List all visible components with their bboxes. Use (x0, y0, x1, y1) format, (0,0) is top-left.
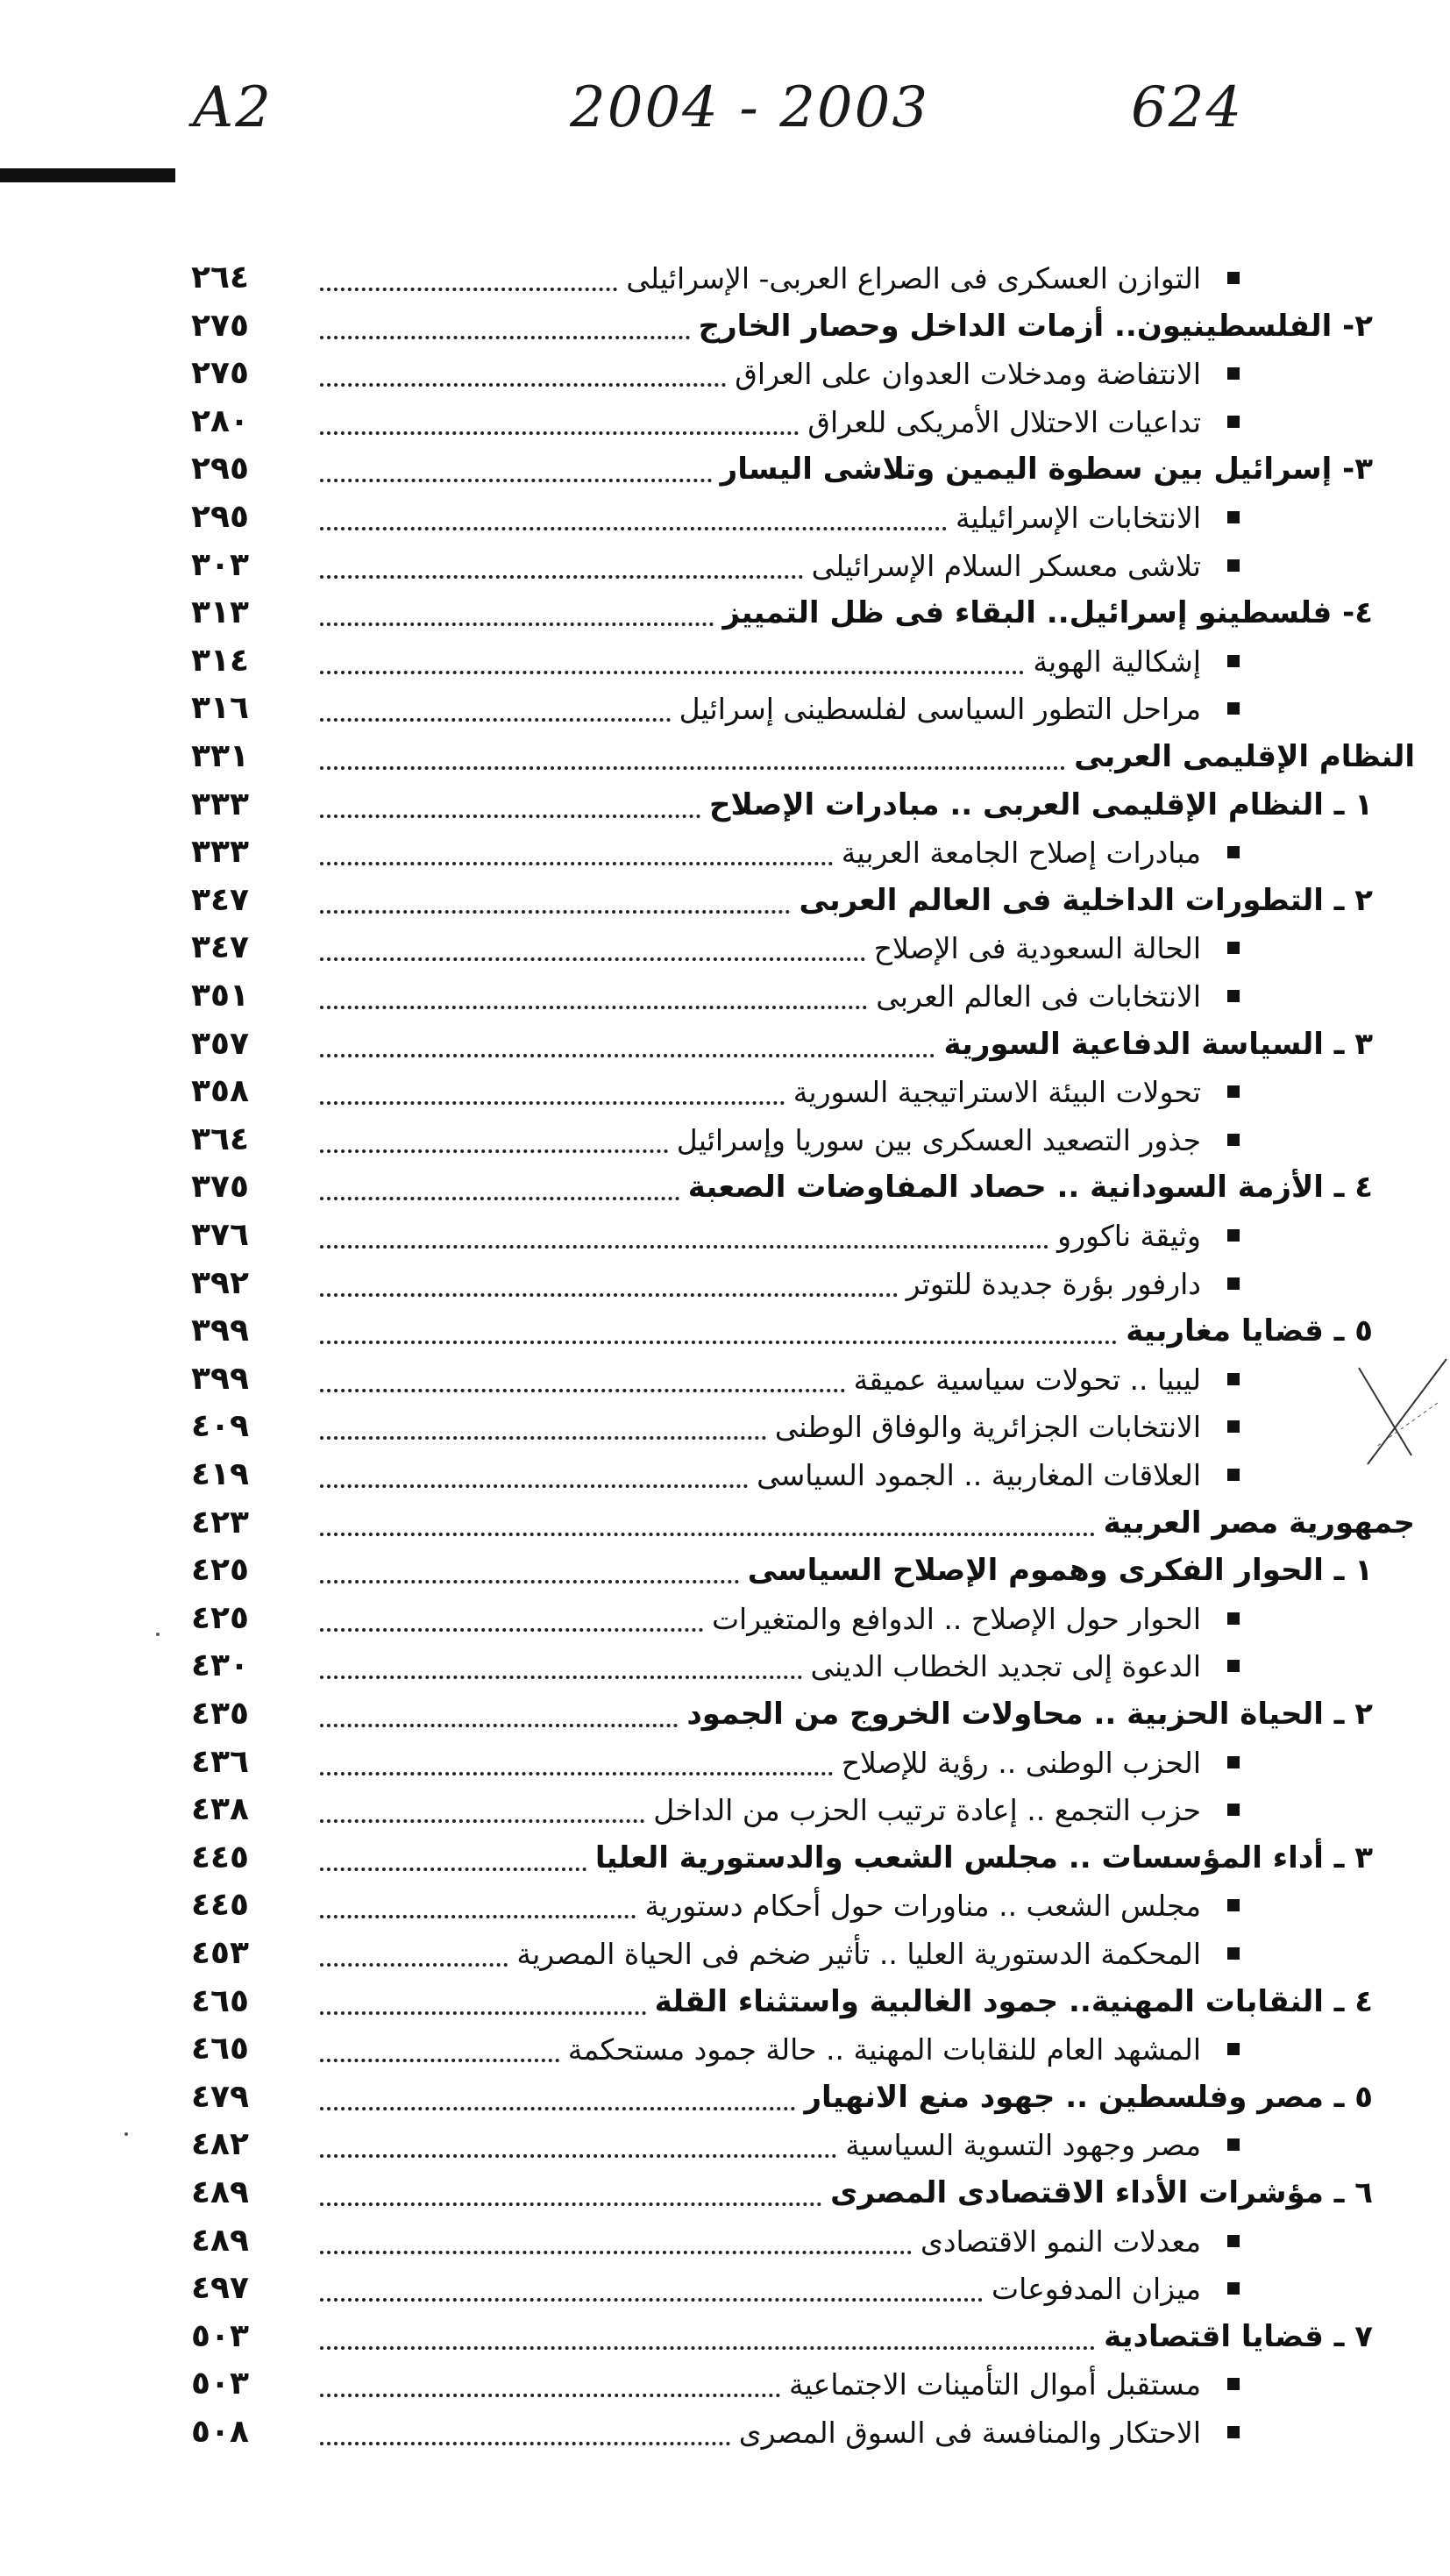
dot-leader (320, 2107, 795, 2110)
dot-leader (320, 1676, 802, 1679)
toc-page-number: ٣٤٧ (191, 929, 249, 965)
dot-leader (320, 288, 617, 291)
toc-part-heading (0, 1499, 1450, 1547)
square-bullet-icon (1227, 559, 1240, 572)
toc-entry-content (320, 1547, 1373, 1594)
toc-entry-title: تحولات البيئة الاستراتيجية السورية (793, 1074, 1201, 1109)
toc-entry-title: ٤ ـ الأزمة السودانية .. حصاد المفاوضات الصعبة (687, 1170, 1373, 1205)
toc-entry-content (320, 302, 1373, 350)
toc-entry-content (320, 1403, 1240, 1450)
toc-entry-title: دارفور بؤرة جديدة للتوتر (906, 1266, 1201, 1301)
toc-subsection-entry (0, 1642, 1450, 1690)
square-bullet-icon (1227, 655, 1240, 667)
toc-entry-content (320, 924, 1240, 971)
toc-entry-title: ٣ ـ أداء المؤسسات .. مجلس الشعب والدستورية العليا (594, 1840, 1373, 1875)
toc-entry-content (320, 2074, 1373, 2121)
toc-page-number: ٥٠٣ (191, 2318, 249, 2354)
toc-entry-content (320, 445, 1373, 493)
toc-entry-content (320, 542, 1240, 589)
dot-leader (320, 575, 803, 579)
toc-entry-content (320, 733, 1415, 780)
toc-entry-title: ٢ ـ التطورات الداخلية فى العالم العربى (799, 883, 1373, 918)
square-bullet-icon (1227, 2138, 1240, 2151)
toc-page-number: ٣٥٧ (191, 1026, 249, 1062)
square-bullet-icon (1227, 416, 1240, 428)
toc-subsection-entry (0, 1595, 1450, 1642)
square-bullet-icon (1227, 1899, 1240, 1911)
toc-entry-content (320, 398, 1240, 445)
toc-section-entry (0, 1690, 1450, 1738)
dot-leader (320, 2154, 836, 2158)
toc-entry-content (320, 637, 1240, 685)
toc-subsection-entry (0, 398, 1450, 445)
toc-entry-content (320, 1882, 1240, 1929)
toc-entry-title: الحوار حول الإصلاح .. الدوافع والمتغيرات (711, 1601, 1201, 1636)
square-bullet-icon (1227, 1756, 1240, 1768)
toc-entry-title: ميزان المدفوعات (992, 2271, 1201, 2306)
toc-section-entry (0, 1163, 1450, 1211)
toc-section-entry (0, 589, 1450, 637)
square-bullet-icon (1227, 1420, 1240, 1433)
dot-leader (320, 2394, 780, 2397)
dot-leader (320, 718, 671, 722)
toc-entry-title: الدعوة إلى تجديد الخطاب الدينى (810, 1648, 1201, 1683)
toc-entry-title: جمهورية مصر العربية (1103, 1505, 1415, 1541)
toc-entry-title: النظام الإقليمى العربى (1074, 739, 1415, 774)
toc-part-heading (0, 733, 1450, 780)
toc-subsection-entry (0, 2217, 1450, 2265)
toc-entry-title: مستقبل أموال التأمينات الاجتماعية (789, 2366, 1201, 2402)
toc-section-entry (0, 781, 1450, 829)
dot-leader (320, 1101, 785, 1105)
toc-page-number: ٣٩٢ (191, 1265, 249, 1301)
toc-page-number: ٣١٣ (191, 594, 249, 630)
toc-entry-content (320, 350, 1240, 397)
toc-section-entry (0, 1547, 1450, 1594)
toc-entry-content (320, 2121, 1240, 2168)
toc-entry-title: التوازن العسكرى فى الصراع العربى- الإسرائيلى (626, 260, 1201, 295)
square-bullet-icon (1227, 1229, 1240, 1242)
toc-entry-title: الحزب الوطنى .. رؤية للإصلاح (841, 1745, 1201, 1780)
toc-page-number: ٤١٩ (191, 1456, 249, 1492)
toc-page-number: ٣٣٣ (191, 834, 249, 870)
dot-leader (320, 1484, 748, 1488)
toc-entry-title: ٦ ـ مؤشرات الأداء الاقتصادى المصرى (830, 2175, 1373, 2210)
toc-page-number: ٤٨٢ (191, 2126, 249, 2162)
toc-subsection-entry (0, 1882, 1450, 1929)
toc-page-number: ٤٨٩ (191, 2223, 249, 2259)
dot-leader (320, 671, 1024, 674)
toc-subsection-entry (0, 829, 1450, 876)
toc-page-number: ٣٣٣ (191, 786, 249, 822)
toc-page-number: ٤٣٨ (191, 1791, 249, 1827)
toc-page-number: ٢٧٥ (191, 355, 249, 391)
toc-entry-content (320, 1356, 1240, 1403)
toc-subsection-entry (0, 2265, 1450, 2312)
square-bullet-icon (1227, 2282, 1240, 2295)
toc-entry-content (320, 1499, 1415, 1547)
square-bullet-icon (1227, 1947, 1240, 1960)
dot-leader (320, 957, 865, 961)
toc-page-number: ٣٥١ (191, 978, 249, 1014)
toc-subsection-entry (0, 924, 1450, 971)
dot-leader (320, 910, 790, 914)
toc-page-number: ٤٢٥ (191, 1600, 249, 1636)
toc-entry-title: ١ ـ النظام الإقليمى العربى .. مبادرات الإصلاح (709, 787, 1373, 822)
dot-leader (320, 2251, 912, 2254)
handwritten-note-left: A2 (193, 75, 273, 140)
toc-entry-title: الحالة السعودية فى الإصلاح (873, 930, 1201, 965)
toc-entry-content (320, 1739, 1240, 1786)
scan-speck (156, 1633, 160, 1636)
dot-leader (320, 2298, 983, 2302)
scan-speck (124, 2132, 128, 2136)
dot-leader (320, 2346, 1095, 2350)
toc-subsection-entry (0, 1212, 1450, 1259)
toc-subsection-entry (0, 2409, 1450, 2456)
toc-section-entry (0, 1978, 1450, 2025)
toc-entry-content (320, 877, 1373, 924)
toc-entry-title: ٢ ـ الحياة الحزبية .. محاولات الخروج من الجمود (686, 1697, 1373, 1732)
dot-leader (320, 1868, 586, 1871)
toc-page-number: ٢٦٤ (191, 260, 249, 295)
toc-entry-title: مبادرات إصلاح الجامعة العربية (841, 835, 1201, 870)
toc-entry-title: ٤ ـ النقابات المهنية.. جمود الغالبية واستثناء القلة (654, 1984, 1373, 2019)
toc-entry-title: ٥ ـ قضايا مغاربية (1126, 1313, 1373, 1348)
toc-section-entry (0, 1834, 1450, 1882)
toc-entry-content (320, 2313, 1373, 2360)
toc-entry-content (320, 1212, 1240, 1259)
dot-leader (320, 2202, 821, 2206)
toc-entry-content (320, 1690, 1373, 1738)
toc-entry-content (320, 2169, 1373, 2217)
toc-entry-title: وثيقة ناكورو (1057, 1218, 1201, 1253)
square-bullet-icon (1227, 2235, 1240, 2247)
square-bullet-icon (1227, 1373, 1240, 1385)
dot-leader (320, 1054, 935, 1057)
toc-page-number: ٤٣٦ (191, 1744, 249, 1780)
toc-page-number: ٢٧٥ (191, 308, 249, 344)
toc-entry-title: العلاقات المغاربية .. الجمود السياسى (757, 1457, 1201, 1492)
toc-entry-content (320, 1116, 1240, 1163)
toc-entry-content (320, 685, 1240, 732)
toc-page-number: ٣٧٦ (191, 1217, 249, 1253)
square-bullet-icon (1227, 1469, 1240, 1481)
toc-entry-title: المحكمة الدستورية العليا .. تأثير ضخم فى الحياة المصرية (516, 1936, 1201, 1971)
toc-page-number: ٤٣٥ (191, 1696, 249, 1732)
toc-page-number: ٣١٦ (191, 690, 249, 726)
dot-leader (320, 1341, 1117, 1344)
toc-subsection-entry (0, 350, 1450, 397)
dot-leader (320, 862, 833, 865)
toc-subsection-entry (0, 1068, 1450, 1115)
toc-subsection-entry (0, 1739, 1450, 1786)
toc-page-number: ٣٧٥ (191, 1169, 249, 1205)
dot-leader (320, 766, 1065, 770)
toc-subsection-entry (0, 637, 1450, 685)
toc-entry-title: حزب التجمع .. إعادة ترتيب الحزب من الداخل (653, 1792, 1201, 1827)
square-bullet-icon (1227, 1660, 1240, 1672)
toc-entry-title: ٤- فلسطينو إسرائيل.. البقاء فى ظل التمييز (722, 595, 1373, 630)
square-bullet-icon (1227, 942, 1240, 954)
toc-entry-title: المشهد العام للنقابات المهنية .. حالة جمود مستحكمة (567, 2032, 1201, 2067)
toc-subsection-entry (0, 542, 1450, 589)
toc-page-number: ٤٢٥ (191, 1552, 249, 1588)
dot-leader (320, 2442, 730, 2445)
square-bullet-icon (1227, 846, 1240, 858)
toc-entry-content (320, 2025, 1240, 2073)
toc-entry-content (320, 1834, 1373, 1882)
dot-leader (320, 1149, 668, 1153)
dot-leader (320, 1197, 679, 1200)
toc-entry-content (320, 2265, 1240, 2312)
handwritten-cross-mark (1350, 1350, 1450, 1482)
toc-entry-title: ٣- إسرائيل بين سطوة اليمين وتلاشى اليسار (720, 452, 1373, 487)
toc-entry-content (320, 1595, 1240, 1642)
toc-section-entry (0, 2169, 1450, 2217)
dot-leader (320, 1389, 845, 1392)
handwritten-note-number: 624 (1131, 75, 1244, 140)
dot-leader (320, 336, 690, 339)
toc-entry-content (320, 254, 1240, 302)
dot-leader (320, 1628, 703, 1632)
square-bullet-icon (1227, 702, 1240, 715)
dot-leader (320, 527, 947, 530)
toc-entry-content (320, 589, 1373, 637)
square-bullet-icon (1227, 1134, 1240, 1146)
toc-page-number: ٣٤٧ (191, 882, 249, 918)
toc-page-number: ٤٧٩ (191, 2079, 249, 2115)
toc-entry-title: الانتخابات فى العالم العربى (876, 978, 1201, 1014)
toc-page-number: ٤٢٣ (191, 1505, 249, 1541)
toc-section-entry (0, 877, 1450, 924)
toc-entry-title: الانتخابات الإسرائيلية (955, 500, 1201, 535)
toc-subsection-entry (0, 494, 1450, 541)
toc-page-number: ٣٩٩ (191, 1361, 249, 1397)
toc-page-number: ٢٨٠ (191, 403, 249, 439)
toc-page-number: ٣٠٣ (191, 547, 249, 583)
toc-entry-title: تلاشى معسكر السلام الإسرائيلى (811, 548, 1201, 583)
dot-leader (320, 1533, 1095, 1536)
square-bullet-icon (1227, 2378, 1240, 2390)
toc-entry-title: إشكالية الهوية (1033, 644, 1201, 679)
toc-entry-title: تداعيات الاحتلال الأمريكى للعراق (807, 404, 1201, 439)
toc-entry-title: ٧ ـ قضايا اقتصادية (1104, 2319, 1373, 2354)
toc-page-number: ٤٠٩ (191, 1408, 249, 1444)
toc-entry-content (320, 1163, 1373, 1211)
toc-page-number: ٣١٤ (191, 643, 249, 679)
toc-subsection-entry (0, 1451, 1450, 1498)
toc-entry-title: ٣ ـ السياسة الدفاعية السورية (943, 1027, 1373, 1062)
toc-page-number: ٤٥٣ (191, 1935, 249, 1971)
dot-leader (320, 1915, 636, 1918)
square-bullet-icon (1227, 511, 1240, 523)
toc-entry-title: مصر وجهود التسوية السياسية (845, 2127, 1201, 2162)
toc-entry-content (320, 1021, 1373, 1068)
toc-page-number: ٣٩٩ (191, 1313, 249, 1348)
toc-entry-content (320, 1978, 1373, 2025)
toc-entry-title: ٥ ـ مصر وفلسطين .. جهود منع الانهيار (804, 2080, 1373, 2115)
dot-leader (320, 1245, 1048, 1249)
dot-leader (320, 431, 799, 435)
square-bullet-icon (1227, 1612, 1240, 1625)
square-bullet-icon (1227, 2043, 1240, 2055)
toc-entry-title: الاحتكار والمنافسة فى السوق المصرى (738, 2415, 1201, 2450)
toc-subsection-entry (0, 2025, 1450, 2073)
toc-entry-title: معدلات النمو الاقتصادى (920, 2224, 1201, 2259)
toc-entry-content (320, 2409, 1240, 2456)
square-bullet-icon (1227, 1804, 1240, 1816)
square-bullet-icon (1227, 1277, 1240, 1290)
toc-entry-title: ٢- الفلسطينيون.. أزمات الداخل وحصار الخارج (698, 309, 1373, 344)
dot-leader (320, 1580, 739, 1583)
dot-leader (320, 623, 714, 626)
toc-entry-content (320, 1451, 1240, 1498)
dot-leader (320, 1724, 678, 1727)
dot-leader (320, 1293, 898, 1297)
toc-page-number: ٤٦٥ (191, 1983, 249, 2019)
toc-entry-title: مجلس الشعب .. مناورات حول أحكام دستورية (644, 1888, 1201, 1923)
toc-section-entry (0, 445, 1450, 493)
square-bullet-icon (1227, 1085, 1240, 1098)
toc-page-number: ٣٣١ (191, 738, 249, 774)
toc-section-entry (0, 1307, 1450, 1355)
toc-section-entry (0, 2313, 1450, 2360)
toc-page-number: ٤٨٩ (191, 2174, 249, 2210)
square-bullet-icon (1227, 2426, 1240, 2438)
toc-page-number: ٤٣٠ (191, 1647, 249, 1683)
dot-leader (320, 2059, 559, 2062)
dot-leader (320, 1963, 508, 1967)
toc-entry-content (320, 494, 1240, 541)
dot-leader (320, 1006, 867, 1009)
toc-subsection-entry (0, 2360, 1450, 2408)
toc-page-number: ٤٤٥ (191, 1839, 249, 1875)
toc-entry-title: جذور التصعيد العسكرى بين سوريا وإسرائيل (676, 1122, 1201, 1157)
toc-entry-content (320, 1260, 1240, 1307)
toc-page-number: ٣٥٨ (191, 1073, 249, 1109)
dot-leader (320, 1436, 766, 1440)
toc-entry-title: مراحل التطور السياسى لفلسطينى إسرائيل (679, 691, 1201, 726)
toc-subsection-entry (0, 1786, 1450, 1833)
toc-subsection-entry (0, 1930, 1450, 1977)
toc-section-entry (0, 1021, 1450, 1068)
toc-page-number: ٥٠٣ (191, 2366, 249, 2402)
toc-entry-content (320, 1307, 1373, 1355)
toc-subsection-entry (0, 1403, 1450, 1450)
toc-page-number: ٤٦٥ (191, 2031, 249, 2067)
toc-entry-content (320, 781, 1373, 829)
toc-subsection-entry (0, 2121, 1450, 2168)
toc-section-entry (0, 2074, 1450, 2121)
toc-entry-content (320, 1786, 1240, 1833)
dot-leader (320, 815, 700, 818)
toc-subsection-entry (0, 685, 1450, 732)
toc-subsection-entry (0, 972, 1450, 1020)
toc-page-number: ٢٩٥ (191, 451, 249, 487)
toc-entry-title: ١ ـ الحوار الفكرى وهموم الإصلاح السياسى (747, 1553, 1373, 1588)
square-bullet-icon (1227, 367, 1240, 380)
toc-entry-content (320, 1068, 1240, 1115)
dot-leader (320, 383, 726, 387)
toc-page-number: ٤٤٥ (191, 1887, 249, 1923)
toc-page-number: ٤٩٧ (191, 2270, 249, 2306)
dot-leader (320, 1819, 644, 1823)
toc-entry-content (320, 2217, 1240, 2265)
dot-leader (320, 1772, 833, 1775)
toc-entry-content (320, 1930, 1240, 1977)
toc-page-number: ٥٠٨ (191, 2414, 249, 2450)
square-bullet-icon (1227, 990, 1240, 1002)
handwritten-note-years: 2004 - 2003 (570, 75, 930, 140)
toc-subsection-entry (0, 1260, 1450, 1307)
toc-entry-content (320, 972, 1240, 1020)
toc-page-number: ٣٦٤ (191, 1121, 249, 1157)
toc-subsection-entry (0, 1116, 1450, 1163)
square-bullet-icon (1227, 272, 1240, 284)
toc-subsection-entry (0, 1356, 1450, 1403)
toc-entry-title: الانتخابات الجزائرية والوفاق الوطنى (774, 1409, 1201, 1444)
toc-page-number: ٢٩٥ (191, 499, 249, 535)
toc-subsection-entry (0, 254, 1450, 302)
dot-leader (320, 2011, 646, 2015)
toc-entry-content (320, 829, 1240, 876)
toc-entry-title: الانتفاضة ومدخلات العدوان على العراق (735, 356, 1201, 391)
toc-entry-content (320, 1642, 1240, 1690)
toc-entry-title: ليبيا .. تحولات سياسية عميقة (853, 1362, 1201, 1397)
toc-section-entry (0, 302, 1450, 350)
dot-leader (320, 479, 712, 482)
toc-entry-content (320, 2360, 1240, 2408)
